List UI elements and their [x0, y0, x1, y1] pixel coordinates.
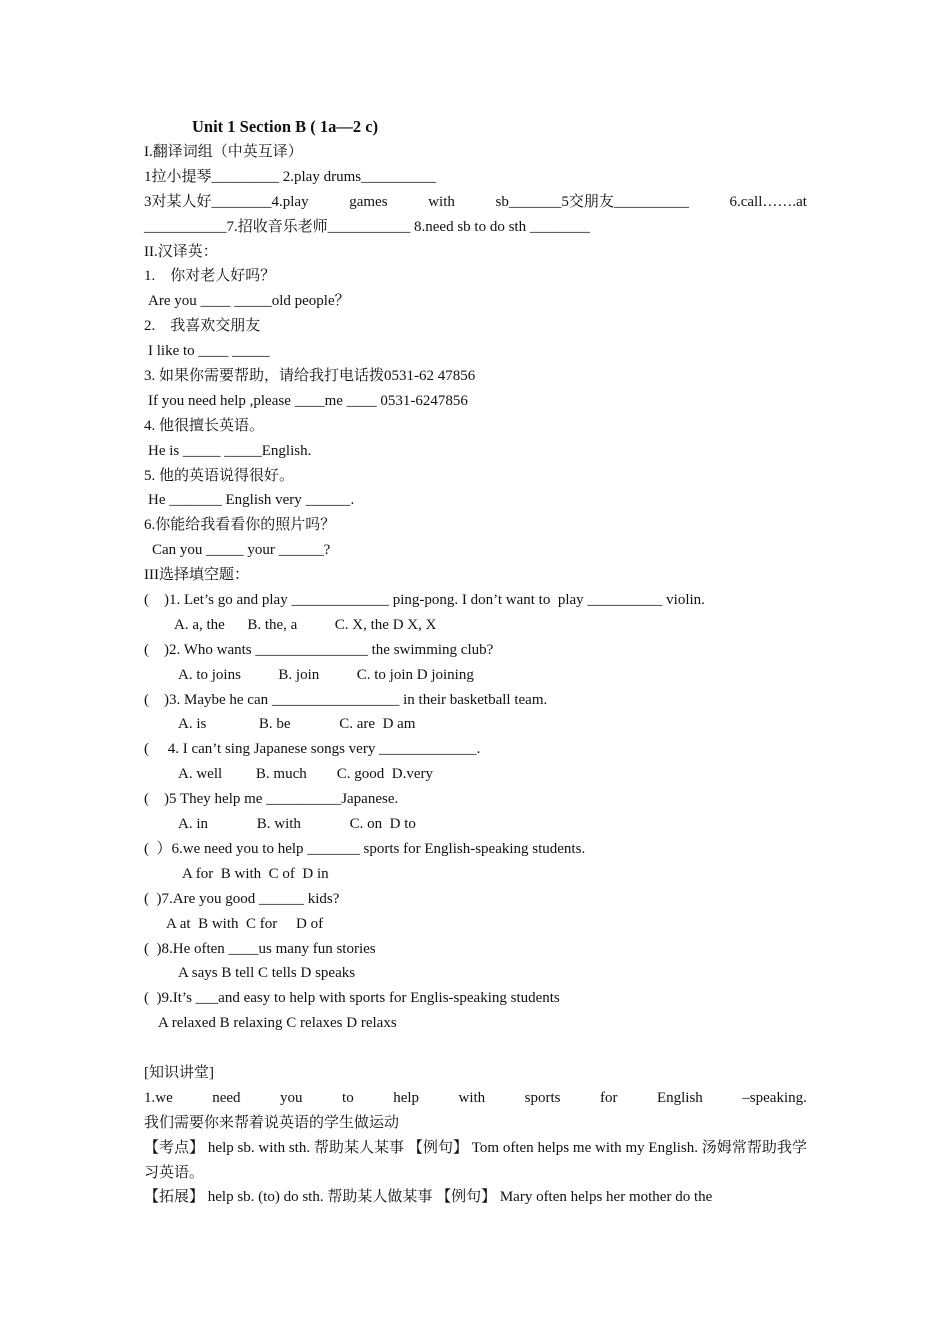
- word: sb_______5交朋友__________: [495, 193, 689, 210]
- word: games: [349, 193, 388, 210]
- page-title: Unit 1 Section B ( 1a—2 c): [192, 117, 379, 136]
- translation-cn: 5. 他的英语说得很好。: [144, 467, 295, 484]
- knowledge-point: 【考点】 help sb. with sth. 帮助某人某事 【例句】 Tom often helps me with my English. 汤姆常帮助我学习英语。: [144, 1139, 807, 1181]
- worksheet-page: [144, 114, 807, 1210]
- question-options: A relaxed B relaxing C relaxes D relaxs: [158, 1015, 397, 1032]
- section1-line2: [144, 190, 807, 215]
- word: 6.call…….at: [729, 193, 807, 210]
- section2-heading: II.汉译英：: [144, 243, 218, 260]
- word: sports: [524, 1089, 561, 1106]
- word: to: [342, 1089, 354, 1106]
- question: ( 4. I can’t sing Japanese songs very _____________.: [144, 741, 481, 758]
- question-options: A. is B. be C. are D am: [178, 716, 416, 733]
- question-options: A for B with C of D in: [182, 865, 329, 882]
- translation-en: He is _____ _____English.: [148, 442, 312, 459]
- question: ( )7.Are you good ______ kids?: [144, 890, 340, 907]
- section1-line1: 1拉小提琴_________ 2.play drums__________: [144, 168, 437, 185]
- question: ( )3. Maybe he can _________________ in their basketball team.: [144, 691, 548, 708]
- word: –speaking.: [742, 1089, 807, 1106]
- translation-cn: 3. 如果你需要帮助，请给我打电话拨0531-62 47856: [144, 368, 476, 385]
- translation-en: Are you ____ _____old people？: [148, 293, 350, 310]
- question-options: A. a, the B. the, a C. X, the D X, X: [174, 616, 437, 633]
- knowledge-heading: [知识讲堂]: [144, 1064, 214, 1081]
- translation-en: I like to ____ _____: [148, 343, 270, 360]
- word: help: [393, 1089, 420, 1106]
- section3-heading: III选择填空题：: [144, 567, 249, 584]
- word: 3对某人好________4.play: [144, 193, 309, 210]
- section1-heading: I.翻译词组（中英互译）: [144, 144, 303, 160]
- spacer: [144, 1036, 807, 1061]
- translation-cn: 1. 你对老人好吗？: [144, 268, 276, 285]
- translation-cn: 2. 我喜欢交朋友: [144, 318, 261, 335]
- translation-en: If you need help ,please ____me ____ 0531-6247856: [148, 392, 468, 409]
- question: ( )5 They help me __________Japanese.: [144, 791, 399, 808]
- word: English: [656, 1089, 703, 1106]
- question-options: A. well B. much C. good D.very: [178, 766, 433, 783]
- word: with: [428, 193, 455, 210]
- question: ( )2. Who wants _______________ the swimming club?: [144, 641, 494, 658]
- section1-line3: ___________7.招收音乐老师___________ 8.need sb to do sth ________: [144, 218, 590, 235]
- question: ( )1. Let’s go and play _____________ ping-pong. I don’t want to play __________ violin.: [144, 592, 705, 609]
- translation-en: He _______ English very ______.: [148, 492, 355, 509]
- question: ( )9.It’s ___and easy to help with sports for Englis-speaking students: [144, 990, 560, 1007]
- knowledge-sentence: [144, 1086, 807, 1111]
- word: you: [280, 1089, 303, 1106]
- question: ( )8.He often ____us many fun stories: [144, 940, 376, 957]
- question-options: A. in B. with C. on D to: [178, 816, 416, 833]
- translation-cn: 6.你能给我看看你的照片吗？: [144, 517, 336, 534]
- knowledge-sentence-cn: 我们需要你来帮着说英语的学生做运动: [144, 1114, 400, 1131]
- question-options: A says B tell C tells D speaks: [178, 965, 356, 982]
- knowledge-extend: 【拓展】 help sb. (to) do sth. 帮助某人做某事 【例句】 Mary often helps her mother do the: [144, 1189, 713, 1206]
- question-options: A at B with C for D of: [166, 915, 324, 932]
- question: ( ）6.we need you to help _______ sports for English-speaking students.: [144, 840, 586, 857]
- word: for: [599, 1089, 618, 1106]
- translation-en: Can you _____ your ______?: [152, 542, 331, 559]
- translation-cn: 4. 他很擅长英语。: [144, 417, 265, 434]
- word: with: [458, 1089, 486, 1106]
- word: 1.we: [144, 1089, 173, 1106]
- question-options: A. to joins B. join C. to join D joining: [178, 666, 474, 683]
- word: need: [212, 1089, 241, 1106]
